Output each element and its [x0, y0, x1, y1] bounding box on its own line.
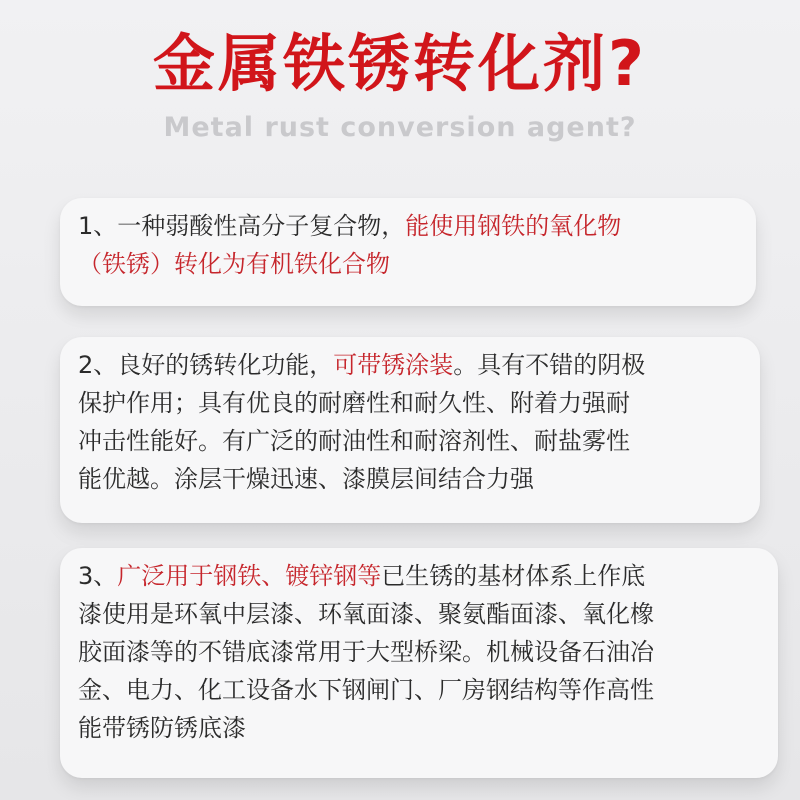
card-1-line-1: [78, 207, 734, 245]
card-1-highlight: 能使用钢铁的氧化物: [405, 212, 622, 240]
card-3-text: 3、: [78, 562, 118, 590]
card-3-line-2: [78, 595, 756, 633]
card-2-line-3: [78, 422, 738, 460]
card-3-text: 漆使用是环氧中层漆、环氧面漆、聚氨酯面漆、氧化橡: [78, 600, 654, 628]
card-1-text: 1、一种弱酸性高分子复合物，: [78, 212, 406, 240]
card-1-line-2: [78, 245, 734, 283]
card-2-line-4: [78, 460, 738, 498]
card-3-text: 能带锈防锈底漆: [78, 714, 246, 742]
card-2-line-1: [78, 346, 738, 384]
card-2-text: 保护作用；具有优良的耐磨性和耐久性、附着力强耐: [78, 389, 630, 417]
info-card-1: [60, 198, 756, 306]
card-3-line-1: [78, 557, 756, 595]
info-card-3: [60, 548, 778, 778]
card-1-highlight-cont: （铁锈）转化为有机铁化合物: [78, 250, 390, 278]
page-subtitle: Metal rust conversion agent?: [163, 112, 637, 143]
info-card-2: [60, 337, 760, 523]
card-3-line-4: [78, 671, 756, 709]
card-3-text: 胶面漆等的不错底漆常用于大型桥梁。机械设备石油冶: [78, 638, 654, 666]
card-2-text: 。具有不错的阴极: [453, 351, 646, 379]
card-3-line-3: [78, 633, 756, 671]
card-2-text: 2、良好的锈转化功能，: [78, 351, 334, 379]
card-3-highlight: 广泛用于钢铁、镀锌钢等: [117, 562, 382, 590]
card-2-text: 冲击性能好。有广泛的耐油性和耐溶剂性、耐盐雾性: [78, 427, 630, 455]
card-2-line-2: [78, 384, 738, 422]
card-3-text: 已生锈的基材体系上作底: [381, 562, 646, 590]
card-3-text: 金、电力、化工设备水下钢闸门、厂房钢结构等作高性: [78, 676, 654, 704]
card-3-line-5: [78, 709, 756, 747]
page-title: 金属铁锈转化剂?: [153, 27, 647, 100]
card-2-highlight: 可带锈涂装: [333, 351, 454, 379]
card-2-text: 能优越。涂层干燥迅速、漆膜层间结合力强: [78, 465, 534, 493]
